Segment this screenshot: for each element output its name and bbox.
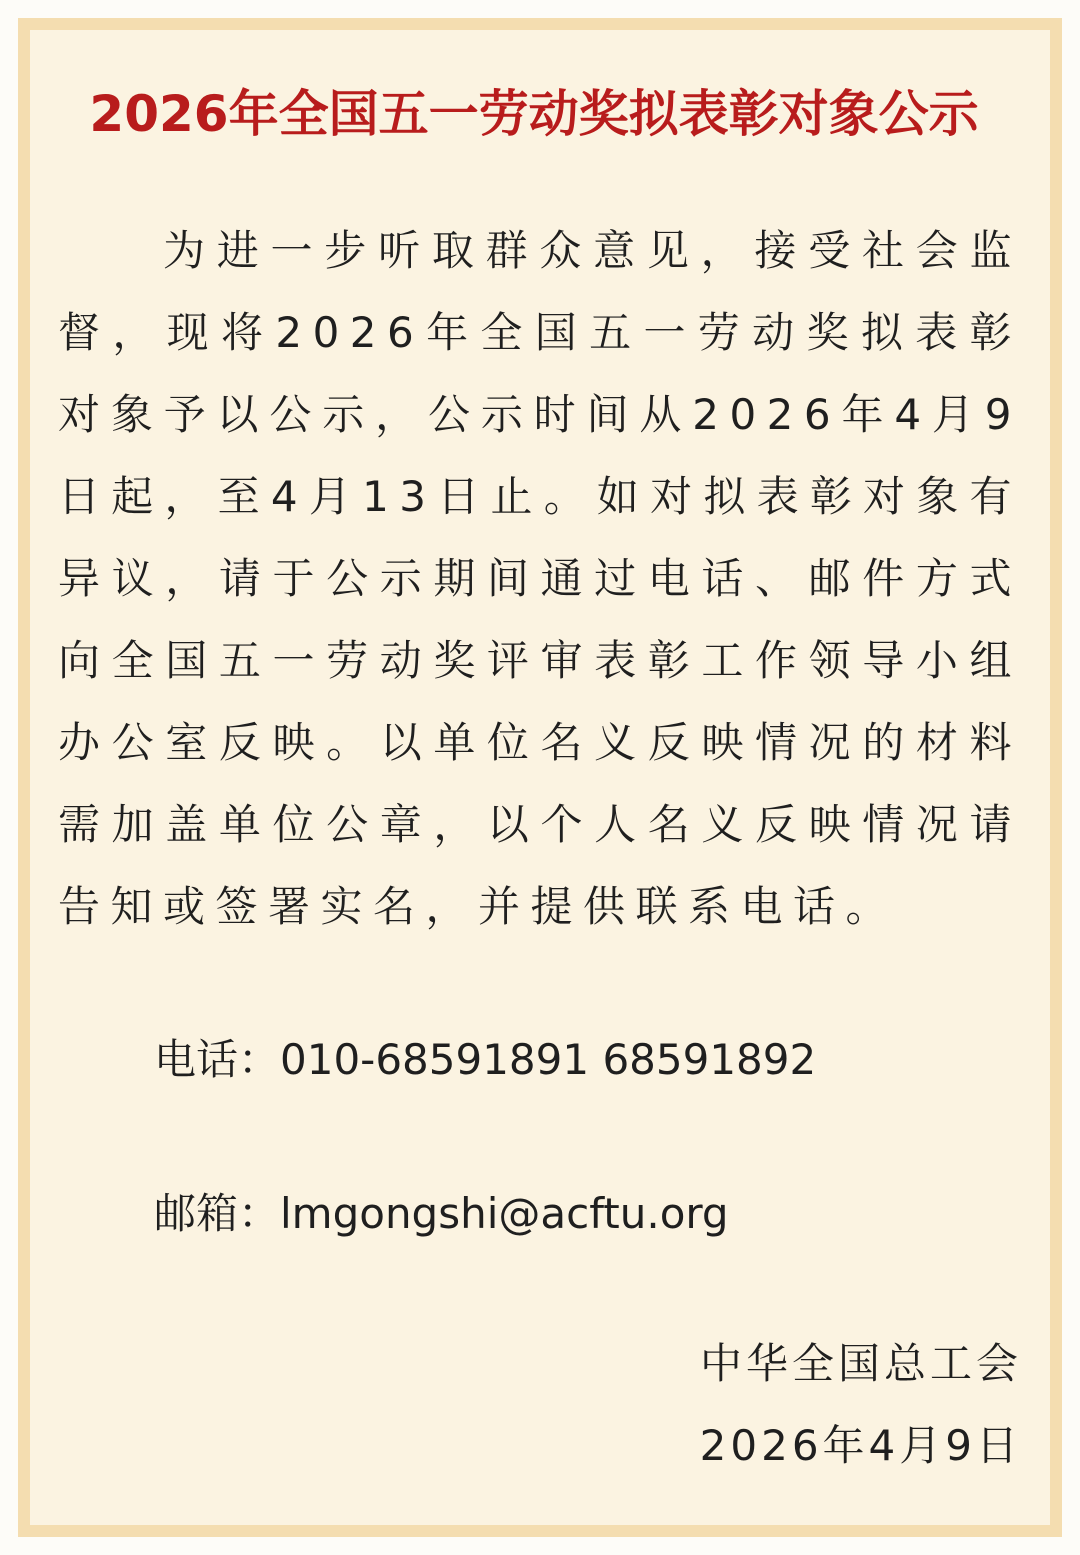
signature-organization: 中华全国总工会 (699, 1339, 1022, 1388)
contact-phone: 电话：010-68591891 68591892 (154, 1035, 817, 1084)
signature-date: 2026年4月9日 (699, 1421, 1022, 1470)
contact-email: 邮箱：lmgongshi@acftu.org (154, 1189, 729, 1238)
notice-title: 2026年全国五一劳动奖拟表彰对象公示 (89, 85, 979, 143)
notice-body: 为进一步听取群众意见，接受社会监督，现将2026年全国五一劳动奖拟表彰对象予以公示，公示时间从2026年4月9日起，至4月13日止。如对拟表彰对象有异议，请于公示期间通过电话、邮件方式向全国五一劳动奖评审表彰工作领导小组办公室反映。以单位名义反映情况的材料需加盖单位公章，以个人名义反映情况请告知或签署实名，并提供联系电话。 (58, 226, 1022, 931)
